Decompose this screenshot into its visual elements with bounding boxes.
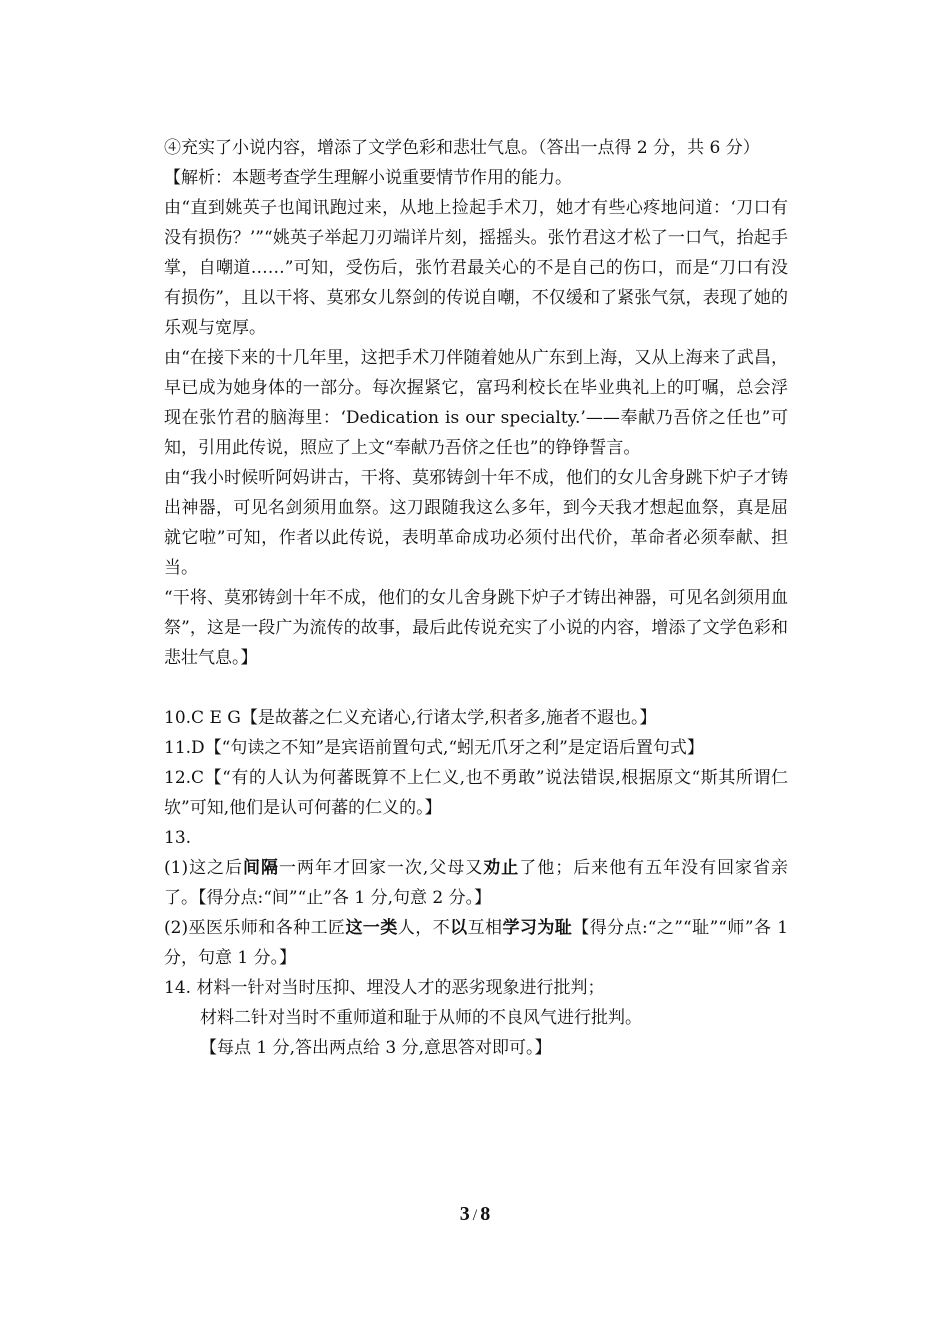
q13-part2-text-1: (2)巫医乐师和各种工匠 [164,918,346,938]
q13-part2-keyword-3: 学习为耻 [502,918,573,938]
total-pages-number: 8 [480,1203,491,1225]
analysis-paragraph-6: “干将、莫邪铸剑十年不成，他们的女儿舍身跳下炉子才铸出神器，可见名剑须用血祭”，这是一段广为流传的故事，最后此传说充实了小说的内容，增添了文学色彩和悲壮气息。】 [164,588,788,668]
analysis-paragraph-4: 由“在接下来的十几年里，这把手术刀伴随着她从广东到上海，又从上海来了武昌，早已成为她身体的一部分。每次握紧它，富玛利校长在毕业典礼上的叮嘱，总会浮现在张竹君的脑海里：‘Dedication is our specialty.’——奉献乃吾侪之任也”可知，引用此传说，照应了上文“奉献乃吾侪之任也”的铮铮誓言。 [164,348,788,458]
analysis-paragraph-3: 由“直到姚英子也闻讯跑过来，从地上捡起手术刀，她才有些心疼地问道：‘刀口有没有损伤？’”“姚英子举起刀刃端详片刻，摇摇头。张竹君这才松了一口气，抬起手掌，自嘲道……”可知，受伤后，张竹君最关心的不是自己的伤口，而是“刀口有没有损伤”，且以干将、莫邪女儿祭剑的传说自嘲，不仅缓和了紧张气氛，表现了她的乐观与宽厚。 [164,198,788,338]
answer-q14-line-1: 14. 材料一针对当时压抑、埋没人才的恶劣现象进行批判； [164,978,605,998]
current-page-number: 3 [459,1203,470,1225]
q13-part1-text-1: (1)这之后 [164,858,244,878]
section-gap [164,673,788,703]
page-separator: / [472,1207,478,1224]
q13-part1-keyword-2: 劝止 [483,858,520,878]
q13-part2-keyword-1: 这一类 [345,918,398,938]
analysis-paragraph-2: 【解析：本题考查学生理解小说重要情节作用的能力。 [164,168,572,188]
q13-part2-text-2: 人，不 [397,918,451,938]
page-content [164,133,788,1063]
answer-q13-part2 [164,913,788,973]
analysis-paragraph-5: 由“我小时候听阿妈讲古，干将、莫邪铸剑十年不成，他们的女儿舍身跳下炉子才铸出神器，可见名剑须用血祭。这刀跟随我这么多年，到今天我才想起血祭，真是屈就它啦”可知，作者以此传说，表明革命成功必须付出代价，革命者必须奉献、担当。 [164,468,788,578]
analysis-paragraph-1: ④充实了小说内容，增添了文学色彩和悲壮气息。（答出一点得 2 分，共 6 分） [164,138,760,158]
answer-q13-label: 13. [164,828,192,848]
q13-part1-text-2: 一两年才回家一次,父母又 [279,858,484,878]
answer-q13-part1 [164,853,788,913]
answer-q14-line-3: 【每点 1 分,答出两点给 3 分,意思答对即可。】 [200,1038,552,1058]
q13-part2-text-3: 互相 [467,918,503,938]
answer-q12: 12.C【“有的人认为何蕃既算不上仁义,也不勇敢”说法错误,根据原文“斯其所谓仁欤”可知,他们是认可何蕃的仁义的。】 [164,768,789,818]
q13-part2-text-4: 【得分点:“之”“耻”“师”各 1 分，句意 1 分。】 [164,918,789,968]
q13-part2-keyword-2: 以 [450,918,468,938]
answer-q10: 10.C E G【是故蕃之仁义充诸心,行诸太学,积者多,施者不遐也。】 [164,708,657,728]
answer-q11: 11.D【“句读之不知”是宾语前置句式,“蚓无爪牙之利”是定语后置句式】 [164,738,704,758]
answer-q14-line-2: 材料二针对当时不重师道和耻于从师的不良风气进行批判。 [200,1008,642,1028]
page-number [0,1203,950,1226]
q13-part1-text-3: 了他；后来他有五年没有回家省亲了。【得分点:“间”“止”各 1 分,句意 2 分。】 [164,858,789,908]
q13-part1-keyword-1: 间隔 [243,858,280,878]
